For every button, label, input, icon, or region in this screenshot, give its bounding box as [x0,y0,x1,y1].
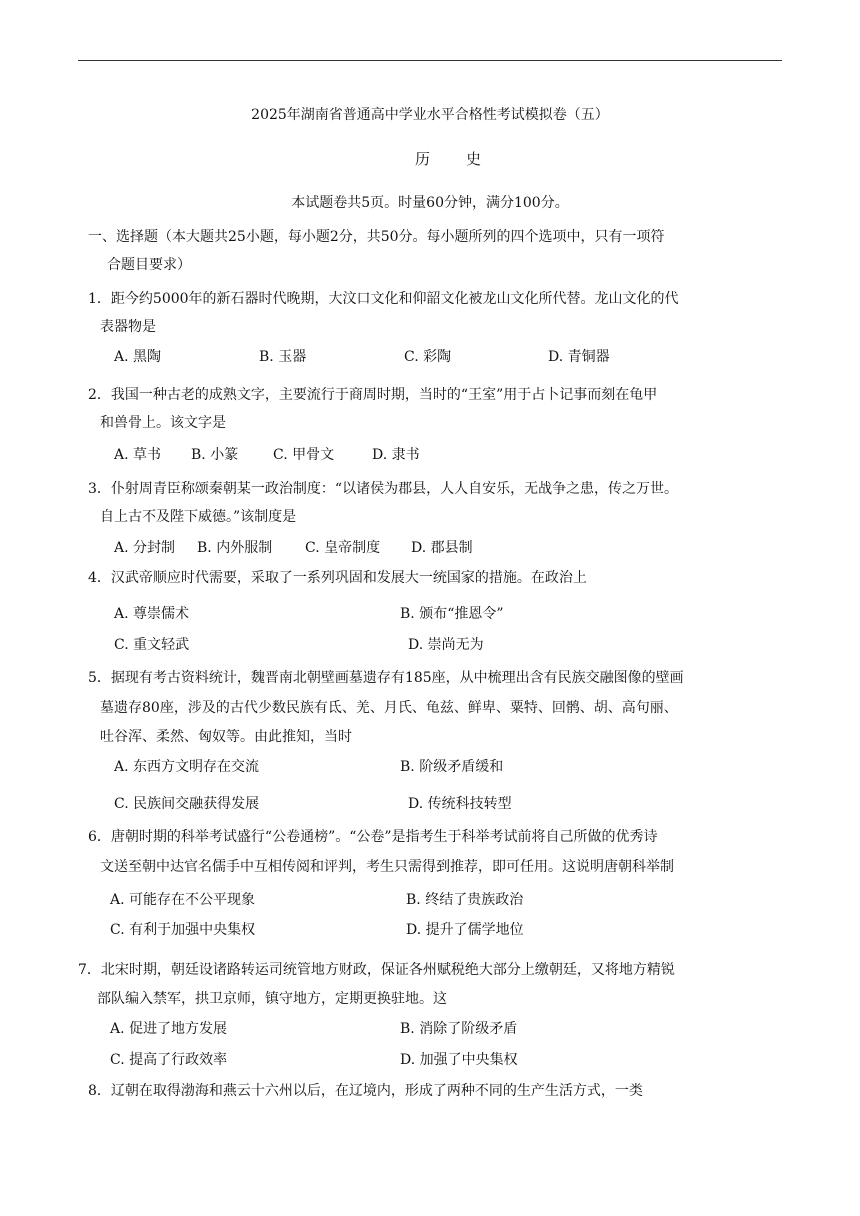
exam-title: 2025年湖南省普通高中学业水平合格性考试模拟卷（五） [251,107,609,123]
option-c[interactable]: C. 重文轻武 [114,637,190,653]
question-stem: 自上古不及陛下威德。”该制度是 [100,509,297,525]
option-b[interactable]: B. 玉器 [259,349,307,365]
option-d[interactable]: D. 提升了儒学地位 [406,922,524,938]
option-d[interactable]: D. 郡县制 [411,540,473,556]
option-a[interactable]: A. 东西方文明存在交流 [114,759,260,775]
question-stem: 2．我国一种古老的成熟文字，主要流行于商周时期，当时的“王室”用于占卜记事而刻在龟甲 [88,387,658,403]
question-stem: 6．唐朝时期的科举考试盛行“公卷通榜”。“公卷”是指考生于科举考试前将自己所做的优秀诗 [88,829,658,845]
option-d[interactable]: D. 传统科技转型 [408,796,512,812]
question-stem: 3．仆射周青臣称颂秦朝某一政治制度：“以诸侯为郡县，人人自安乐，无战争之患，传之万世。 [88,481,679,497]
option-a[interactable]: A. 可能存在不公平现象 [110,892,256,908]
option-b[interactable]: B. 颁布“推恩令” [400,606,504,622]
header-rule [78,60,782,61]
option-d[interactable]: D. 加强了中央集权 [400,1052,518,1068]
option-a[interactable]: A. 草书 [114,447,162,463]
option-c[interactable]: C. 提高了行政效率 [110,1052,228,1068]
question-stem: 墓遗存80座，涉及的古代少数民族有氐、羌、月氏、龟兹、鲜卑、粟特、回鹘、胡、高句丽、 [100,700,678,716]
option-b[interactable]: B. 阶级矛盾缓和 [400,759,504,775]
section-heading-cont: 合题目要求） [107,257,191,273]
option-c[interactable]: C. 彩陶 [404,349,452,365]
section-heading: 一、选择题（本大题共25小题，每小题2分，共50分。每小题所列的四个选项中，只有一项符 [88,229,665,245]
question-stem: 和兽骨上。该文字是 [100,415,226,431]
option-b[interactable]: B. 小篆 [191,447,239,463]
question-stem: 7．北宋时期，朝廷设诸路转运司统管地方财政，保证各州赋税绝大部分上缴朝廷，又将地方精锐 [78,962,675,978]
question-stem: 表器物是 [100,319,156,335]
question-stem: 文送至朝中达官名儒手中互相传阅和评判，考生只需得到推荐，即可任用。这说明唐朝科举制 [100,859,674,875]
option-d[interactable]: D. 崇尚无为 [408,637,484,653]
option-d[interactable]: D. 隶书 [372,447,420,463]
option-b[interactable]: B. 内外服制 [197,540,273,556]
question-stem: 5．据现有考古资料统计，魏晋南北朝壁画墓遗存有185座，从中梳理出含有民族交融图像的壁画 [88,670,684,686]
option-d[interactable]: D. 青铜器 [548,349,610,365]
option-a[interactable]: A. 尊崇儒术 [114,606,190,622]
option-b[interactable]: B. 终结了贵族政治 [406,892,524,908]
option-a[interactable]: A. 分封制 [114,540,176,556]
question-stem: 部队编入禁军，拱卫京师，镇守地方，定期更换驻地。这 [97,991,447,1007]
option-c[interactable]: C. 民族间交融获得发展 [114,796,260,812]
option-c[interactable]: C. 皇帝制度 [305,540,381,556]
question-stem: 吐谷浑、柔然、匈奴等。由此推知，当时 [100,729,352,745]
option-a[interactable]: A. 黑陶 [114,349,162,365]
exam-info: 本试题卷共5页。时量60分钟，满分100分。 [291,195,569,211]
option-c[interactable]: C. 有利于加强中央集权 [110,922,256,938]
option-a[interactable]: A. 促进了地方发展 [110,1021,228,1037]
option-c[interactable]: C. 甲骨文 [273,447,335,463]
question-stem: 4．汉武帝顺应时代需要，采取了一系列巩固和发展大一统国家的措施。在政治上 [88,570,587,586]
subject-title: 历史 [414,150,517,168]
option-b[interactable]: B. 消除了阶级矛盾 [400,1021,518,1037]
question-stem: 1．距今约5000年的新石器时代晚期，大汶口文化和仰韶文化被龙山文化所代替。龙山文化的代 [88,291,679,307]
question-stem: 8．辽朝在取得渤海和燕云十六州以后，在辽境内，形成了两种不同的生产生活方式，一类 [88,1083,643,1099]
